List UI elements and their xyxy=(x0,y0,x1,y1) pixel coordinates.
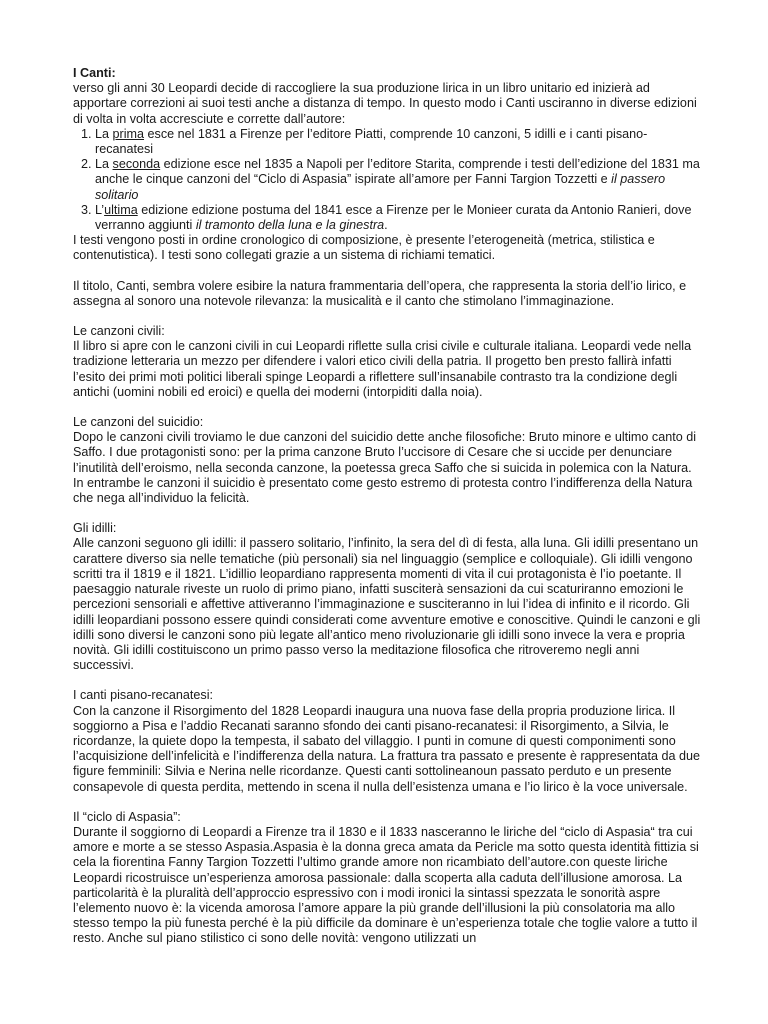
document-page xyxy=(73,66,703,947)
italic-text: il passero solitario xyxy=(95,172,666,202)
edition-item-2: 2. La seconda edizione esce nel 1835 a Napoli per l’editore Starita, comprende i testi dell’edizione del 1831 ma anche le cinque canzoni del “Ciclo di Aspasia” ispirate all’amore per Fanni Targion Tozzetti e il passero solitario xyxy=(95,157,703,203)
editions-list xyxy=(73,127,703,233)
section-text: Alle canzoni seguono gli idilli: il passero solitario, l’infinito, la sera del dì di festa, alla luna. Gli idilli presentano un carattere diverso sia nelle tematiche (più personali) sia nel linguaggio (semplice e colloquiale). Gli idilli vengono scritti tra il 1819 e il 1821. L’idillio leopardiano rappresenta momenti di vita il cui protagonista è l’io poetante. Il paesaggio naturale riveste un ruolo di primo piano, infatti susciterà sensazioni da cui scaturiranno emozioni le percezioni sensoriali e affettive attiveranno l’immaginazione e susciteranno in lui l’idea di infinito e il ricordo. Gli idilli leopardiani possono essere quindi considerati come avventure emotive e conoscitive. Quindi le canzoni e gli idilli sono diversi le canzoni sono più legate all’antico meno rivoluzionarie gli idilli sono invece la vera e propria novità. Gli idilli costituiscono un primo passo verso la meditazione filosofica che ritroveremo negli anni successivi. xyxy=(73,536,701,673)
edition-item-3: 3. L’ultima edizione edizione postuma del 1841 esce a Firenze per le Monieer curata da Antonio Ranieri, dove verranno aggiunti il tramonto della luna e la ginestra. xyxy=(95,203,703,233)
section-text: Durante il soggiorno di Leopardi a Firenze tra il 1830 e il 1833 nasceranno le liriche del “ciclo di Aspasia“ tra cui amore e morte a se stesso Aspasia.Aspasia è la donna greca amata da Pericle ma sotto questa identità fittizia si cela la fiorentina Fanny Targion Tozzetti l’ultimo grande amore non ricambiato dell’autore.con queste liriche Leopardi ricostruisce un’esperienza amorosa passionale: dalla scoperta alla caduta dell’illusione amorosa. La particolarità è la pluralità dell’approccio espressivo con i modi ironici la sintassi spezzata le sonorità aspre l’elemento nuovo è: la vicenda amorosa l’amore appare la più grande dell’illusioni la più consolatoria ma allo stesso tempo la più funesta perché è la più difficile da dominare è un’esperienza totale che toglie valore a tutto il resto. Anche sul piano stilistico ci sono delle novità: vengono utilizzati un xyxy=(73,824,699,946)
section-heading: Le canzoni civili: xyxy=(73,324,165,339)
section-text: Il libro si apre con le canzoni civili in cui Leopardi riflette sulla crisi civile e culturale italiana. Leopardi vede nella tradizione letteraria un mezzo per difendere i valori etico civili della patria. Il progetto ben presto fallirà infatti l’esito dei primi moti politici liberali spinge Leopardi a riflettere sull’insanabile contrasto tra la condizione degli antichi (uomini nobili ed eroici) e quella dei moderni (intorpiditi dalla noia). xyxy=(73,339,692,399)
underlined-word: ultima xyxy=(104,202,138,217)
section-heading: I canti pisano-recanatesi: xyxy=(73,688,214,703)
intro-paragraph: verso gli anni 30 Leopardi decide di raccogliere la sua produzione lirica in un libro unitario ed inizierà ad apportare correzioni ai suoi testi anche a distanza di tempo. In questo modo i Canti usciranno in diverse edizioni di volta in volta accresciute e corrette dall’autore: xyxy=(73,81,697,126)
section-text: Dopo le canzoni civili troviamo le due canzoni del suicidio dette anche filosofiche: Bruto minore e ultimo canto di Saffo. I due protagonisti sono: per la prima canzone Bruto l’uccisore di Cesare che si uccide per denunciare l’inutilità dell’eroismo, nella seconda canzone, la poetessa greca Saffo che si suicida in polemica con la Natura. In entrambe le canzoni il suicidio è presentato come gesto estremo di protesta contro l’indifferenza della Natura che nega all’individuo la felicità. xyxy=(73,430,697,506)
underlined-word: prima xyxy=(112,126,145,141)
title-paragraph: Il titolo, Canti, sembra volere esibire la natura frammentaria dell’opera, che rappresenta la storia dell’io lirico, e assegna al sonoro una notevole rilevanza: la musicalità e il canto che stimolano l’immaginazione. xyxy=(73,278,687,308)
section-heading: Gli idilli: xyxy=(73,521,117,536)
section-heading: Le canzoni del suicidio: xyxy=(73,415,204,430)
edition-item-1: 1. La prima esce nel 1831 a Firenze per l’editore Piatti, comprende 10 canzoni, 5 idilli e i canti pisano-recanatesi xyxy=(95,127,703,157)
after-list-paragraph: I testi vengono posti in ordine cronologico di composizione, è presente l’eterogeneità (metrica, stilistica e contenutistica). I testi sono collegati grazie a un sistema di richiami tematici. xyxy=(73,233,655,263)
underlined-word: seconda xyxy=(112,157,161,172)
section-heading: Il “ciclo di Aspasia”: xyxy=(73,809,181,824)
section-text: Con la canzone il Risorgimento del 1828 Leopardi inaugura una nuova fase della propria produzione lirica. Il soggiorno a Pisa e l’addio Recanati saranno sfondo dei canti pisano-recanatesi: il Risorgimento, a Silvia, le ricordanze, la quiete dopo la tempesta, il sabato del villaggio. I punti in comune di questi componimenti sono l’acquisizione dell’infelicità e l’indifferenza della natura. La frattura tra passato e presente è rappresentata da due figure femminili: Silvia e Nerina nelle ricordanze. Questi canti sottolineanoun passato perduto e un presente consapevole di questa perdita, mettendo in scena il nulla dell’esistenza umana e l’io lirico è la voce universale. xyxy=(73,703,701,794)
italic-text: il tramonto della luna e la ginestra xyxy=(195,218,385,233)
document-title: I Canti: xyxy=(73,66,116,80)
